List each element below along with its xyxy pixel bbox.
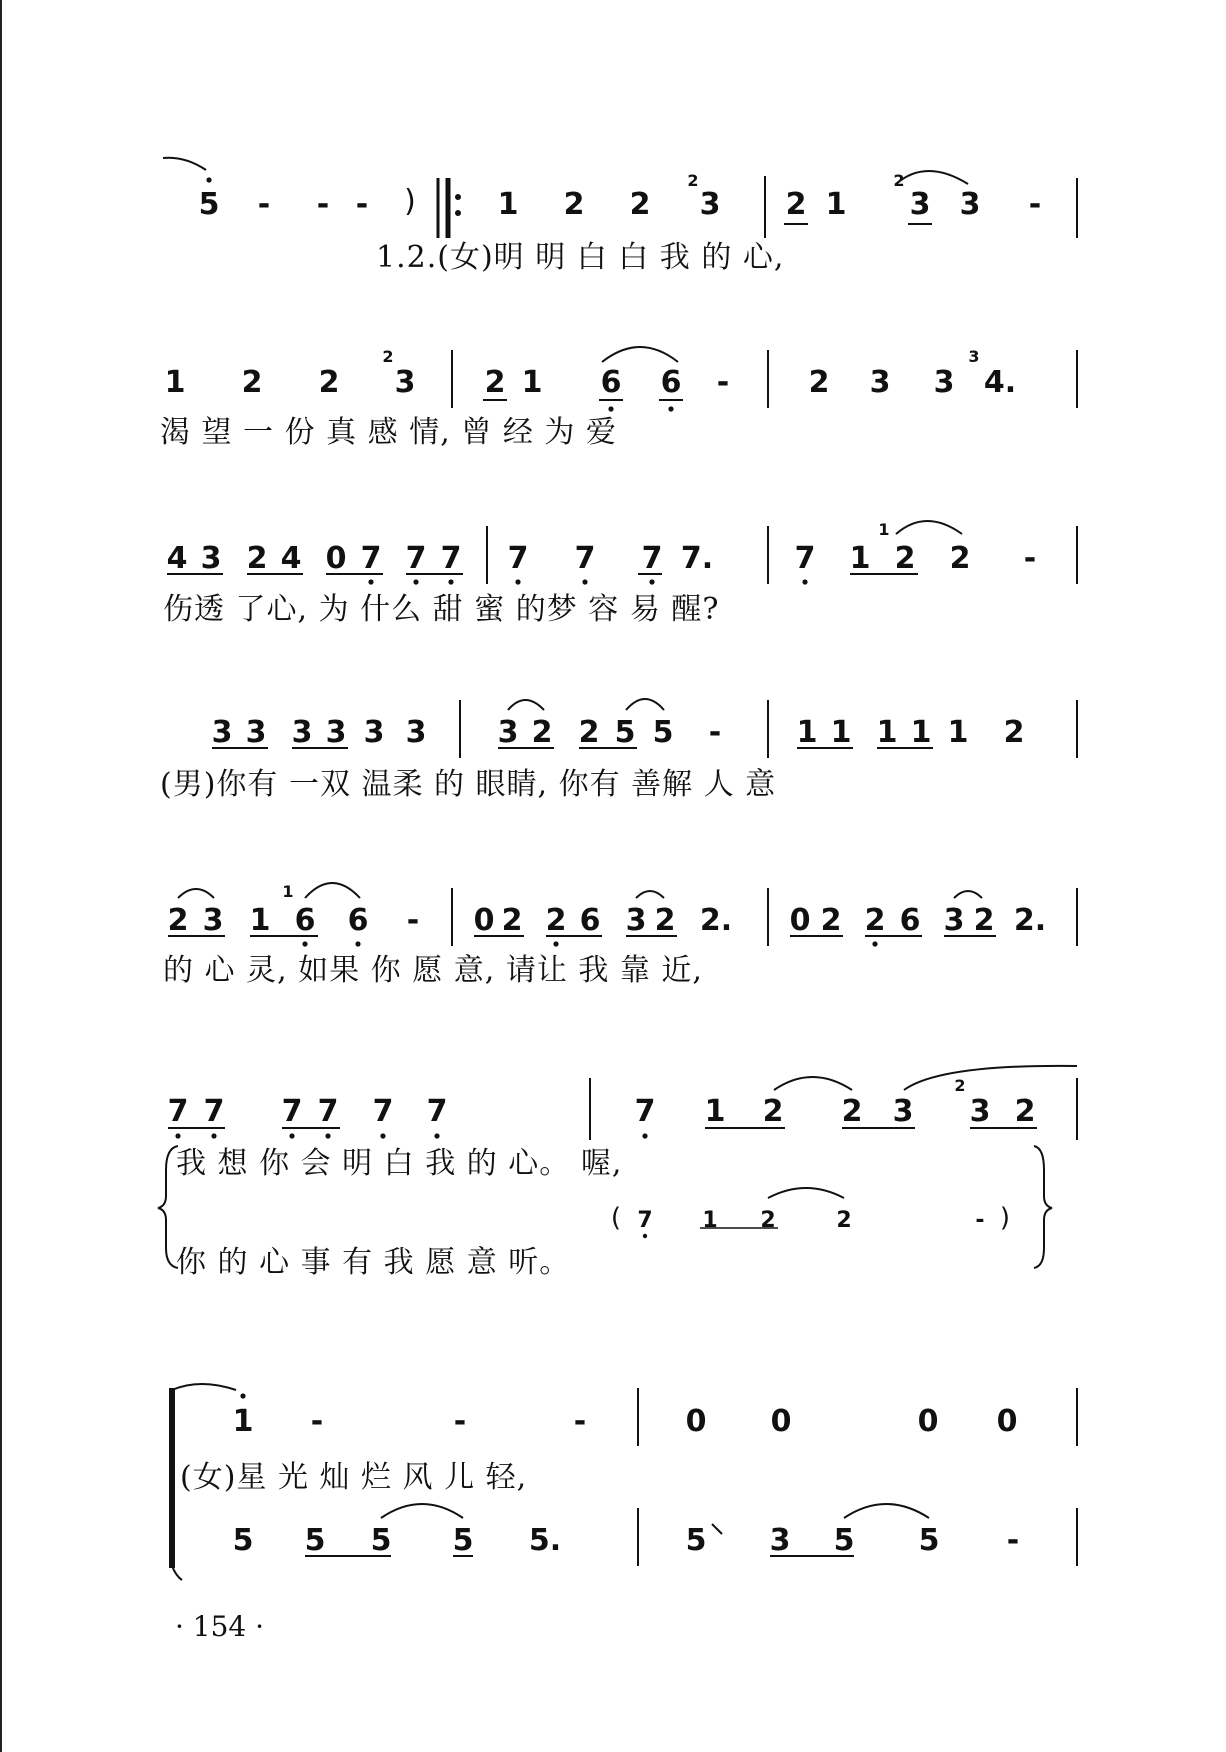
note: 7: [641, 541, 663, 576]
octave-dot: [642, 1133, 647, 1138]
octave-dot: [240, 1393, 245, 1398]
note: 5: [370, 1523, 392, 1558]
octave-dot: [206, 177, 211, 182]
note: 3: [200, 541, 222, 576]
note: 2: [545, 903, 567, 938]
octave-dot: [211, 1133, 216, 1138]
slur: [602, 347, 678, 362]
note: 7: [794, 541, 816, 576]
note: 4: [166, 541, 188, 576]
slur: [768, 1188, 844, 1198]
lyric-line: 1.2.(女)明 明 白 白 我 的 心,: [376, 240, 785, 275]
note: 3: [959, 187, 981, 222]
note: 2.: [1013, 903, 1047, 938]
note: 2.: [699, 903, 733, 938]
note: 7: [405, 541, 427, 576]
note: 0: [325, 541, 347, 576]
note: 2: [167, 903, 189, 938]
note: 7: [634, 1094, 656, 1129]
note: 1: [702, 1208, 718, 1233]
note: -: [1028, 187, 1042, 222]
lyric-line-1: 我 想 你 会 明 白 我 的 心。 喔,: [176, 1146, 623, 1181]
note: 3: [497, 715, 519, 750]
page-number: · 154 ·: [175, 1610, 265, 1643]
note: 2: [949, 541, 971, 576]
note: 3: [943, 903, 965, 938]
note: -: [257, 187, 271, 222]
note: 4: [280, 541, 302, 576]
note: 2: [246, 541, 268, 576]
note: 7: [281, 1094, 303, 1129]
lyric-line: 渴 望 一 份 真 感 情, 曾 经 为 爱: [160, 415, 617, 450]
repeat-dot: [455, 210, 461, 216]
slur: [896, 521, 962, 534]
note: 2: [1014, 1094, 1036, 1129]
note: 1: [164, 365, 186, 400]
note: 5: [652, 715, 674, 750]
octave-dot: [413, 579, 418, 584]
note: 3: [969, 1094, 991, 1129]
octave-dot: [608, 406, 613, 411]
paren: ): [404, 184, 416, 219]
bracket-hook-top: [172, 1384, 236, 1390]
grace-note: 2: [687, 171, 699, 190]
note: 2: [973, 903, 995, 938]
note: 1: [249, 903, 271, 938]
note: 7: [372, 1094, 394, 1129]
slur: [896, 171, 968, 184]
lyric-line-2: 你 的 心 事 有 我 愿 意 听。: [176, 1245, 571, 1280]
octave-dot: [649, 579, 654, 584]
lyric-line: (女)星 光 灿 烂 风 儿 轻,: [180, 1460, 528, 1495]
repeat-dot: [455, 194, 461, 200]
note: 6: [347, 903, 369, 938]
octave-dot: [175, 1133, 180, 1138]
note: 7: [203, 1094, 225, 1129]
note: 6: [294, 903, 316, 938]
octave-dot: [302, 941, 307, 946]
note: 4.: [983, 365, 1017, 400]
note: -: [975, 1208, 985, 1233]
note: 2: [785, 187, 807, 222]
note: 2: [578, 715, 600, 750]
note: 1: [849, 541, 871, 576]
note: 3: [405, 715, 427, 750]
slur: [305, 883, 360, 898]
grace-note: 2: [893, 171, 905, 190]
note: 1: [830, 715, 852, 750]
right-brace: [1034, 1146, 1052, 1268]
note: 2: [563, 187, 585, 222]
note: 1: [232, 1404, 254, 1439]
breath-mark: [712, 1524, 722, 1534]
bracket-hook-bottom: [172, 1566, 182, 1580]
octave-dot: [802, 579, 807, 584]
octave-dot: [448, 579, 453, 584]
grace-note: 3: [968, 347, 980, 366]
note: 5.: [528, 1523, 562, 1558]
note: 7: [426, 1094, 448, 1129]
note: 7: [507, 541, 529, 576]
slur: [844, 1504, 929, 1518]
octave-dot: [355, 941, 360, 946]
note: 7: [574, 541, 596, 576]
note: 5: [232, 1523, 254, 1558]
octave-dot: [289, 1133, 294, 1138]
note: 3: [869, 365, 891, 400]
note: 5: [198, 187, 220, 222]
slur: [774, 1077, 852, 1090]
paren: (: [610, 1203, 622, 1233]
note: 5: [918, 1523, 940, 1558]
note: -: [1006, 1523, 1020, 1558]
note: 5: [614, 715, 636, 750]
slur: [954, 891, 982, 898]
note: 3: [699, 187, 721, 222]
note: 2: [760, 1208, 776, 1233]
note: 3: [202, 903, 224, 938]
note: 2: [894, 541, 916, 576]
note: 0: [996, 1404, 1018, 1439]
lyric-line: 的 心 灵, 如果 你 愿 意, 请让 我 靠 近,: [163, 953, 703, 988]
octave-dot: [872, 941, 877, 946]
slur: [904, 1066, 1077, 1090]
note: 7: [360, 541, 382, 576]
note: 1: [796, 715, 818, 750]
note: 7: [317, 1094, 339, 1129]
note: 7: [167, 1094, 189, 1129]
note: -: [708, 715, 722, 750]
note: 3: [769, 1523, 791, 1558]
note: 6: [899, 903, 921, 938]
slur: [508, 700, 544, 710]
octave-dot: [434, 1133, 439, 1138]
note: 3: [625, 903, 647, 938]
note: 3: [245, 715, 267, 750]
note: 1: [521, 365, 543, 400]
left-brace: [158, 1146, 178, 1268]
octave-dot: [515, 579, 520, 584]
note: 2: [836, 1208, 852, 1233]
note: 2: [820, 903, 842, 938]
note: 0: [770, 1404, 792, 1439]
note: -: [316, 187, 330, 222]
note: 2: [654, 903, 676, 938]
note: 1: [704, 1094, 726, 1129]
note: 3: [325, 715, 347, 750]
note: 2: [1003, 715, 1025, 750]
note: 2: [808, 365, 830, 400]
note: -: [453, 1404, 467, 1439]
note: -: [406, 903, 420, 938]
octave-dot: [380, 1133, 385, 1138]
note: 5: [685, 1523, 707, 1558]
note: 0: [789, 903, 811, 938]
slur: [636, 891, 664, 898]
note: 5: [833, 1523, 855, 1558]
note: -: [355, 187, 369, 222]
note: 7: [440, 541, 462, 576]
octave-dot: [668, 406, 673, 411]
grace-note: 2: [954, 1076, 966, 1095]
paren: ): [999, 1203, 1011, 1233]
note: 5: [304, 1523, 326, 1558]
note: 3: [291, 715, 313, 750]
note: 2: [501, 903, 523, 938]
note: 2: [629, 187, 651, 222]
note: 3: [394, 365, 416, 400]
note: 1: [876, 715, 898, 750]
note: 6: [660, 365, 682, 400]
note: 5: [452, 1523, 474, 1558]
note: 7.: [680, 541, 714, 576]
note: 2: [531, 715, 553, 750]
note: 1: [497, 187, 519, 222]
grace-note: 1: [878, 520, 890, 539]
note: 3: [211, 715, 233, 750]
note: 0: [685, 1404, 707, 1439]
note: 2: [484, 365, 506, 400]
note: 1: [947, 715, 969, 750]
note: 3: [892, 1094, 914, 1129]
octave-dot: [325, 1133, 330, 1138]
note: -: [1023, 541, 1037, 576]
note: 6: [600, 365, 622, 400]
octave-dot: [553, 941, 558, 946]
note: 0: [473, 903, 495, 938]
grace-note: 1: [282, 882, 294, 901]
note: 2: [318, 365, 340, 400]
lyric-line: (男)你有 一双 温柔 的 眼睛, 你有 善解 人 意: [160, 767, 777, 802]
octave-dot: [582, 579, 587, 584]
note: -: [573, 1404, 587, 1439]
slur: [626, 699, 664, 710]
note: 1: [910, 715, 932, 750]
note: 7: [637, 1208, 653, 1233]
note: 3: [909, 187, 931, 222]
note: 3: [933, 365, 955, 400]
note: 2: [762, 1094, 784, 1129]
octave-dot: [643, 1234, 647, 1238]
slur: [381, 1504, 463, 1518]
note: 3: [363, 715, 385, 750]
note: -: [716, 365, 730, 400]
note: -: [310, 1404, 324, 1439]
note: 2: [241, 365, 263, 400]
note: 2: [841, 1094, 863, 1129]
note: 0: [917, 1404, 939, 1439]
lyric-line: 伤透 了心, 为 什么 甜 蜜 的梦 容 易 醒?: [163, 592, 720, 627]
note: 1: [825, 187, 847, 222]
slur: [178, 889, 214, 898]
slur: [163, 158, 206, 170]
note: 6: [579, 903, 601, 938]
octave-dot: [368, 579, 373, 584]
grace-note: 2: [382, 347, 394, 366]
note: 2: [864, 903, 886, 938]
